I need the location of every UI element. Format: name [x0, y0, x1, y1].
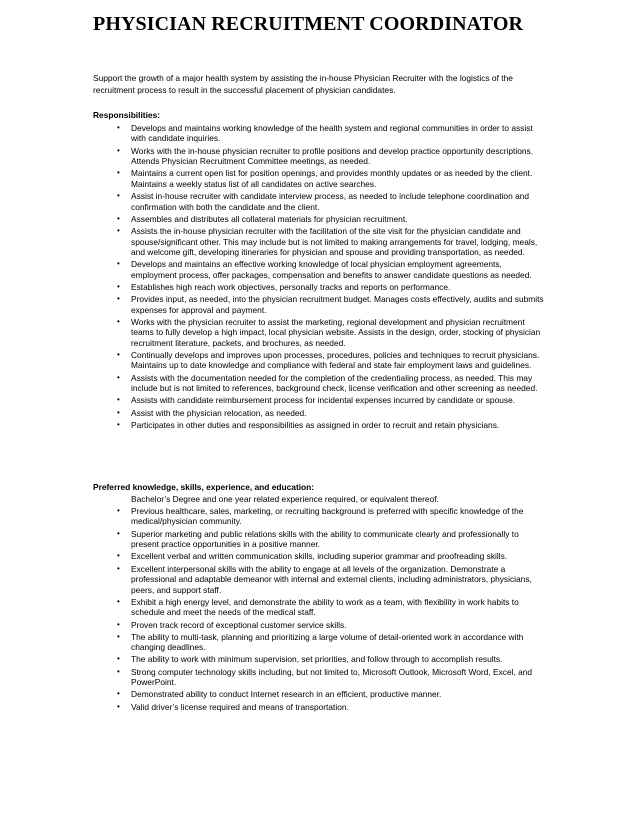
list-item-text: Exhibit a high energy level, and demonstrate the ability to work as a team, with flexibility in work habits to schedule and meet the needs of the medical staff.	[131, 596, 519, 618]
list-item-text: Continually develops and improves upon processes, procedures, policies and techniques to recruit physicians. Maintains up to date knowledge and compliance with federal and state fair employment laws and guidelines.	[131, 350, 540, 371]
list-item-text: Excellent verbal and written communication skills, including superior grammar and proofreading skills.	[131, 551, 508, 562]
list-item	[93, 259, 548, 280]
list-item-text: Demonstrated ability to conduct Internet research in an efficient, productive manner.	[131, 689, 442, 700]
list-item	[93, 294, 548, 315]
list-item-text: Assist with the physician relocation, as needed.	[131, 407, 307, 418]
bullet-icon: •	[117, 528, 120, 538]
bullet-icon: •	[117, 281, 120, 291]
list-item-text: Assists with the documentation needed for the completion of the credentialing process, as needed. This may include but is not limited to references, background check, license verification and other screening as needed.	[131, 372, 538, 394]
bullet-icon: •	[117, 226, 120, 236]
bullet-icon: •	[117, 419, 120, 429]
list-item	[93, 395, 548, 405]
list-item	[93, 226, 548, 257]
list-item	[93, 529, 548, 550]
list-item-text: Assists with candidate reimbursement process for incidental expenses incurred by candidate or spouse.	[131, 395, 516, 406]
list-item-text: Superior marketing and public relations skills with the ability to communicate clearly and professionally to present practice opportunities in a positive manner.	[131, 528, 519, 550]
qualifications-list	[93, 506, 548, 714]
list-item	[93, 123, 548, 144]
qualifications-heading: Preferred knowledge, skills, experience, and education:	[93, 482, 315, 492]
bullet-icon: •	[117, 123, 120, 132]
list-item	[93, 506, 548, 527]
list-item	[93, 191, 548, 212]
list-item-text: Works with the physician recruiter to assist the marketing, regional development and physician recruitment teams to fully develop a high impact, local physician website. Assists in the design, order, stocking of physician recruitment literature, packets, and brochures, as needed.	[131, 316, 541, 348]
list-item	[93, 350, 548, 371]
bullet-icon: •	[117, 631, 120, 641]
list-item-text: Assists the in-house physician recruiter with the facilitation of the site visit for the physician candidate and spouse/significant other. This may include but is not limited to making arrangements for travel, lodging, meals, and welcome gift, developing itineraries for physician and spouse and providing transportation, as needed.	[131, 226, 538, 257]
bullet-icon: •	[117, 191, 120, 201]
list-item-text: Develops and maintains an effective working knowledge of local physician employment agreements, employment process, offer packages, compensation and benefits to answer candidate questions as needed.	[131, 259, 532, 280]
bullet-icon: •	[117, 395, 120, 405]
responsibilities-list	[93, 123, 548, 432]
intro-paragraph: Support the growth of a major health system by assisting the in-house Physician Recruiter with the logistics of the recruitment process to result in the successful placement of physician candidates.	[93, 73, 513, 95]
list-item	[93, 146, 548, 167]
bullet-icon: •	[117, 316, 120, 326]
bullet-icon: •	[117, 168, 120, 178]
page-title: PHYSICIAN RECRUITMENT COORDINATOR	[93, 13, 524, 35]
bullet-icon: •	[117, 654, 120, 664]
bullet-icon: •	[117, 259, 120, 269]
list-item-text: Excellent interpersonal skills with the ability to engage at all levels of the organization. Demonstrate a professional and adaptable demeanor with internal and external clients, including administrators, physicians, peers, and support staff.	[131, 563, 532, 595]
bullet-icon: •	[117, 563, 120, 573]
bullet-icon: •	[117, 619, 120, 629]
bullet-icon: •	[117, 551, 120, 561]
list-item-text: Strong computer technology skills including, but not limited to, Microsoft Outlook, Microsoft Word, Excel, and PowerPoint.	[131, 666, 533, 688]
list-item-text: Works with the in-house physician recruiter to profile positions and develop practice opportunity descriptions. Attends Physician Recruitment Committee meetings, as needed.	[131, 145, 534, 167]
bullet-icon: •	[117, 666, 120, 676]
list-item	[93, 667, 548, 688]
list-item	[93, 317, 548, 348]
list-item	[93, 420, 548, 430]
list-item	[93, 564, 548, 595]
list-item-text: Maintains a current open list for position openings, and provides monthly updates or as needed by the client. Maintains a weekly status list of all candidates on active searches.	[131, 168, 533, 189]
list-item	[93, 214, 548, 224]
list-item-text: The ability to work with minimum supervision, set priorities, and follow through to accomplish results.	[131, 654, 503, 665]
list-item-text: Assist in-house recruiter with candidate interview process, as needed to include telephone coordination and confirmation with both the candidate and the client.	[131, 191, 530, 212]
bullet-icon: •	[117, 213, 120, 223]
list-item	[93, 168, 548, 189]
responsibilities-heading: Responsibilities:	[93, 110, 161, 120]
list-item-text: Proven track record of exceptional customer service skills.	[131, 619, 347, 630]
list-item	[93, 689, 548, 699]
list-item-text: Assembles and distributes all collateral materials for physician recruitment.	[131, 213, 408, 224]
bullet-icon: •	[117, 372, 120, 382]
list-item-text: Provides input, as needed, into the physician recruitment budget. Manages costs effectively, audits and submits expenses for approval and payment.	[131, 294, 544, 315]
bullet-icon: •	[117, 350, 120, 360]
list-item	[93, 597, 548, 618]
list-item	[93, 551, 548, 561]
list-item-text: Participates in other duties and responsibilities as assigned in order to recruit and retain physicians.	[131, 419, 500, 430]
bullet-icon: •	[117, 145, 120, 155]
bullet-icon: •	[117, 596, 120, 606]
list-item	[93, 373, 548, 394]
degree-requirement: Bachelor’s Degree and one year related experience required, or equivalent thereof.	[131, 494, 439, 504]
bullet-icon: •	[117, 407, 120, 417]
list-item	[93, 632, 548, 653]
list-item	[93, 282, 548, 292]
list-item-text: The ability to multi-task, planning and prioritizing a large volume of detail-oriented work in accordance with changing deadlines.	[131, 631, 524, 653]
list-item	[93, 702, 548, 712]
list-item-text: Previous healthcare, sales, marketing, or recruiting background is preferred with specific knowledge of the medical/physician community.	[131, 506, 524, 527]
list-item	[93, 408, 548, 418]
bullet-icon: •	[117, 701, 120, 711]
list-item	[93, 654, 548, 664]
list-item-text: Establishes high reach work objectives, personally tracks and reports on performance.	[131, 281, 451, 292]
bullet-icon: •	[117, 506, 120, 515]
list-item	[93, 620, 548, 630]
list-item-text: Valid driver’s license required and means of transportation.	[131, 701, 349, 712]
list-item-text: Develops and maintains working knowledge of the health system and regional communities in order to assist with candidate inquiries.	[131, 123, 533, 144]
bullet-icon: •	[117, 689, 120, 699]
bullet-icon: •	[117, 294, 120, 304]
